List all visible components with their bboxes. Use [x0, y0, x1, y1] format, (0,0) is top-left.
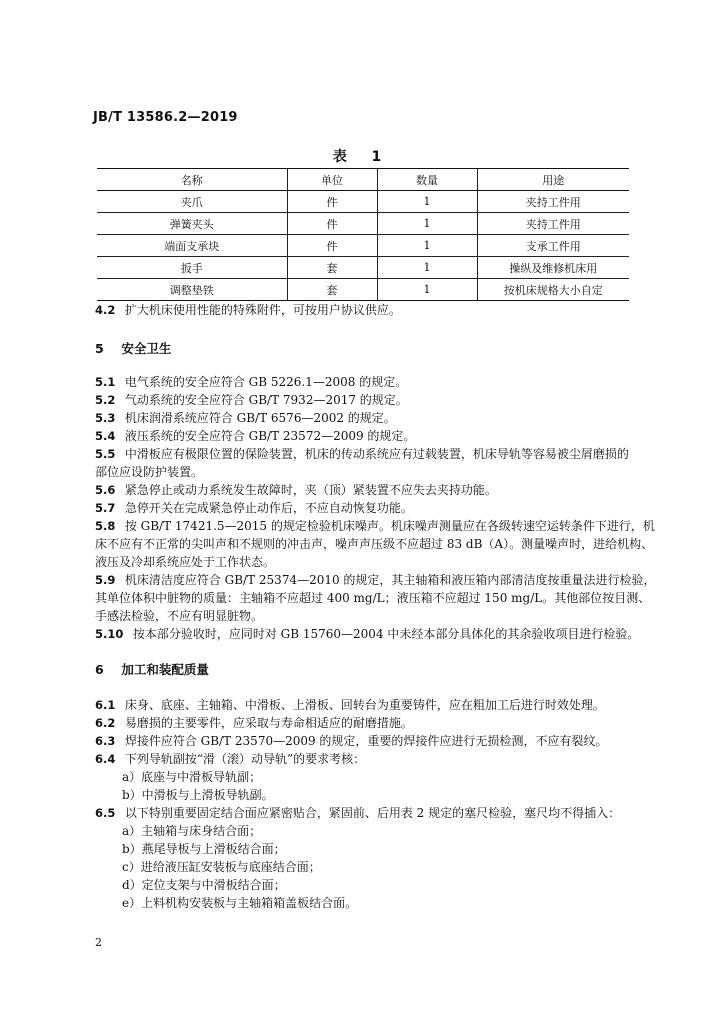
list-item: e）上料机构安装板与主轴箱箱盖板结合面。 — [122, 896, 358, 910]
clause-5-9-continuation-1: 其单位体积中脏物的质量：主轴箱不应超过 400 mg/L；液压箱不应超过 150 mg/L。其他部位按目测、 — [95, 591, 651, 605]
cell-quantity: 1 — [377, 191, 477, 213]
table-row — [97, 235, 629, 257]
column-header-purpose: 用途 — [477, 169, 629, 191]
clause-6-2 — [95, 715, 635, 731]
clause-5-7 — [95, 500, 635, 516]
clause-text: 焊接件应符合 GB/T 23570—2009 的规定，重要的焊接件应进行无损检测，不应有裂纹。 — [124, 734, 608, 748]
clause-number: 5.8 — [95, 519, 116, 533]
clause-number: 6.3 — [95, 734, 116, 748]
cell-unit: 套 — [287, 279, 377, 301]
clause-6-5 — [95, 805, 635, 821]
clause-number: 5.4 — [95, 429, 116, 443]
standard-number: JB/T 13586.2—2019 — [93, 110, 238, 125]
column-header-quantity: 数量 — [377, 169, 477, 191]
list-item: d）定位支架与中滑板结合面； — [122, 878, 286, 892]
clause-number: 5.9 — [95, 573, 116, 587]
clause-text: 机床清洁度应符合 GB/T 25374—2010 的规定，其主轴箱和液压箱内部清洁度按重量法进行检验， — [124, 573, 656, 587]
cell-purpose: 操纵及维修机床用 — [477, 257, 629, 279]
clause-5-6 — [95, 482, 635, 498]
cell-name: 端面支承块 — [97, 235, 287, 257]
clause-number: 5.3 — [95, 411, 116, 425]
clause-text: 气动系统的安全应符合 GB/T 7932—2017 的规定。 — [124, 393, 408, 407]
list-item: b）燕尾导板与上滑板结合面； — [122, 842, 286, 856]
clause-text: 机床润滑系统应符合 GB/T 6576—2002 的规定。 — [124, 411, 396, 425]
clause-text: 中滑板应有极限位置的保险装置，机床的传动系统应有过载装置，机床导轨等容易被尘屑磨损的 — [124, 447, 629, 461]
clause-number: 5.2 — [95, 393, 116, 407]
cell-purpose: 夹持工件用 — [477, 213, 629, 235]
clause-5-4 — [95, 428, 635, 444]
clause-text: 按 GB/T 17421.5—2015 的规定检验机床噪声。机床噪声测量应在各级转速空运转条件下进行，机 — [124, 519, 655, 533]
clause-5-1 — [95, 374, 635, 390]
cell-quantity: 1 — [377, 279, 477, 301]
clause-5-8-continuation-2: 液压及冷却系统应处于工作状态。 — [95, 555, 276, 569]
clause-5-5-continuation: 部位应设防护装置。 — [95, 465, 204, 479]
table-row — [97, 191, 629, 213]
clause-5-5 — [95, 446, 635, 462]
list-item: a）底座与中滑板导轨副； — [122, 770, 262, 784]
cell-unit: 件 — [287, 213, 377, 235]
cell-purpose: 夹持工件用 — [477, 191, 629, 213]
clause-number: 5.10 — [95, 627, 124, 641]
column-header-name: 名称 — [97, 169, 287, 191]
table-title: 表 1 — [332, 149, 392, 165]
section-heading-6 — [95, 662, 209, 678]
clause-text: 电气系统的安全应符合 GB 5226.1—2008 的规定。 — [124, 375, 408, 389]
cell-quantity: 1 — [377, 213, 477, 235]
clause-text: 床身、底座、主轴箱、中滑板、上滑板、回转台为重要铸件，应在粗加工后进行时效处理。 — [124, 698, 605, 712]
accessory-table — [97, 168, 629, 301]
section-number: 5 — [95, 341, 104, 356]
cell-unit: 件 — [287, 235, 377, 257]
clause-text: 按本部分验收时，应同时对 GB 15760—2004 中未经本部分具体化的其余验收项目进行检验。 — [132, 627, 640, 641]
clause-text: 液压系统的安全应符合 GB/T 23572—2009 的规定。 — [124, 429, 416, 443]
clause-number: 6.5 — [95, 806, 116, 820]
cell-unit: 套 — [287, 257, 377, 279]
cell-name: 弹簧夹头 — [97, 213, 287, 235]
table-row — [97, 213, 629, 235]
cell-quantity: 1 — [377, 257, 477, 279]
list-item: a）主轴箱与床身结合面； — [122, 824, 262, 838]
clause-5-8-continuation-1: 床不应有不正常的尖叫声和不规则的冲击声，噪声声压级不应超过 83 dB（A）。测量噪声时，进给机构、 — [95, 537, 654, 551]
clause-number: 6.4 — [95, 752, 116, 766]
clause-number: 6.2 — [95, 716, 116, 730]
clause-5-2 — [95, 392, 635, 408]
clause-number: 5.6 — [95, 483, 116, 497]
column-header-unit: 单位 — [287, 169, 377, 191]
clause-text: 以下特别重要固定结合面应紧密贴合，紧固前、后用表 2 规定的塞尺检验，塞尺均不得插入： — [124, 806, 621, 820]
list-item: b）中滑板与上滑板导轨副。 — [122, 788, 274, 802]
section-number: 6 — [95, 662, 104, 677]
cell-quantity: 1 — [377, 235, 477, 257]
cell-unit: 件 — [287, 191, 377, 213]
cell-purpose: 支承工件用 — [477, 235, 629, 257]
clause-number: 5.5 — [95, 447, 116, 461]
clause-text: 下列导轨副按“滑（滚）动导轨”的要求考核： — [124, 752, 366, 766]
clause-number: 4.2 — [95, 303, 116, 317]
clause-text: 易磨损的主要零件，应采取与寿命相适应的耐磨措施。 — [124, 716, 413, 730]
clause-4-2 — [95, 302, 635, 318]
clause-text: 紧急停止或动力系统发生故障时，夹（顶）紧装置不应失去夹持功能。 — [124, 483, 497, 497]
clause-5-8 — [95, 518, 655, 534]
clause-5-10 — [95, 626, 640, 642]
clause-5-9 — [95, 572, 656, 588]
clause-6-3 — [95, 733, 635, 749]
clause-5-3 — [95, 410, 635, 426]
clause-text: 急停开关在完成紧急停止动作后，不应自动恢复功能。 — [124, 501, 413, 515]
clause-6-1 — [95, 697, 635, 713]
cell-name: 扳手 — [97, 257, 287, 279]
clause-6-4 — [95, 751, 635, 767]
table-row — [97, 279, 629, 301]
cell-purpose: 按机床规格大小自定 — [477, 279, 629, 301]
clause-5-9-continuation-2: 手感法检验，不应有明显脏物。 — [95, 609, 264, 623]
clause-number: 5.7 — [95, 501, 116, 515]
clause-number: 5.1 — [95, 375, 116, 389]
list-item: c）进给液压缸安装板与底座结合面； — [122, 860, 321, 874]
cell-name: 夹爪 — [97, 191, 287, 213]
section-title: 加工和装配质量 — [121, 662, 209, 677]
table-header-row — [97, 169, 629, 191]
table-row — [97, 257, 629, 279]
clause-number: 6.1 — [95, 698, 116, 712]
section-title: 安全卫生 — [121, 341, 172, 356]
page-number: 2 — [95, 936, 102, 949]
section-heading-5 — [95, 341, 171, 357]
clause-text: 扩大机床使用性能的特殊附件，可按用户协议供应。 — [124, 303, 401, 317]
cell-name: 调整垫铁 — [97, 279, 287, 301]
